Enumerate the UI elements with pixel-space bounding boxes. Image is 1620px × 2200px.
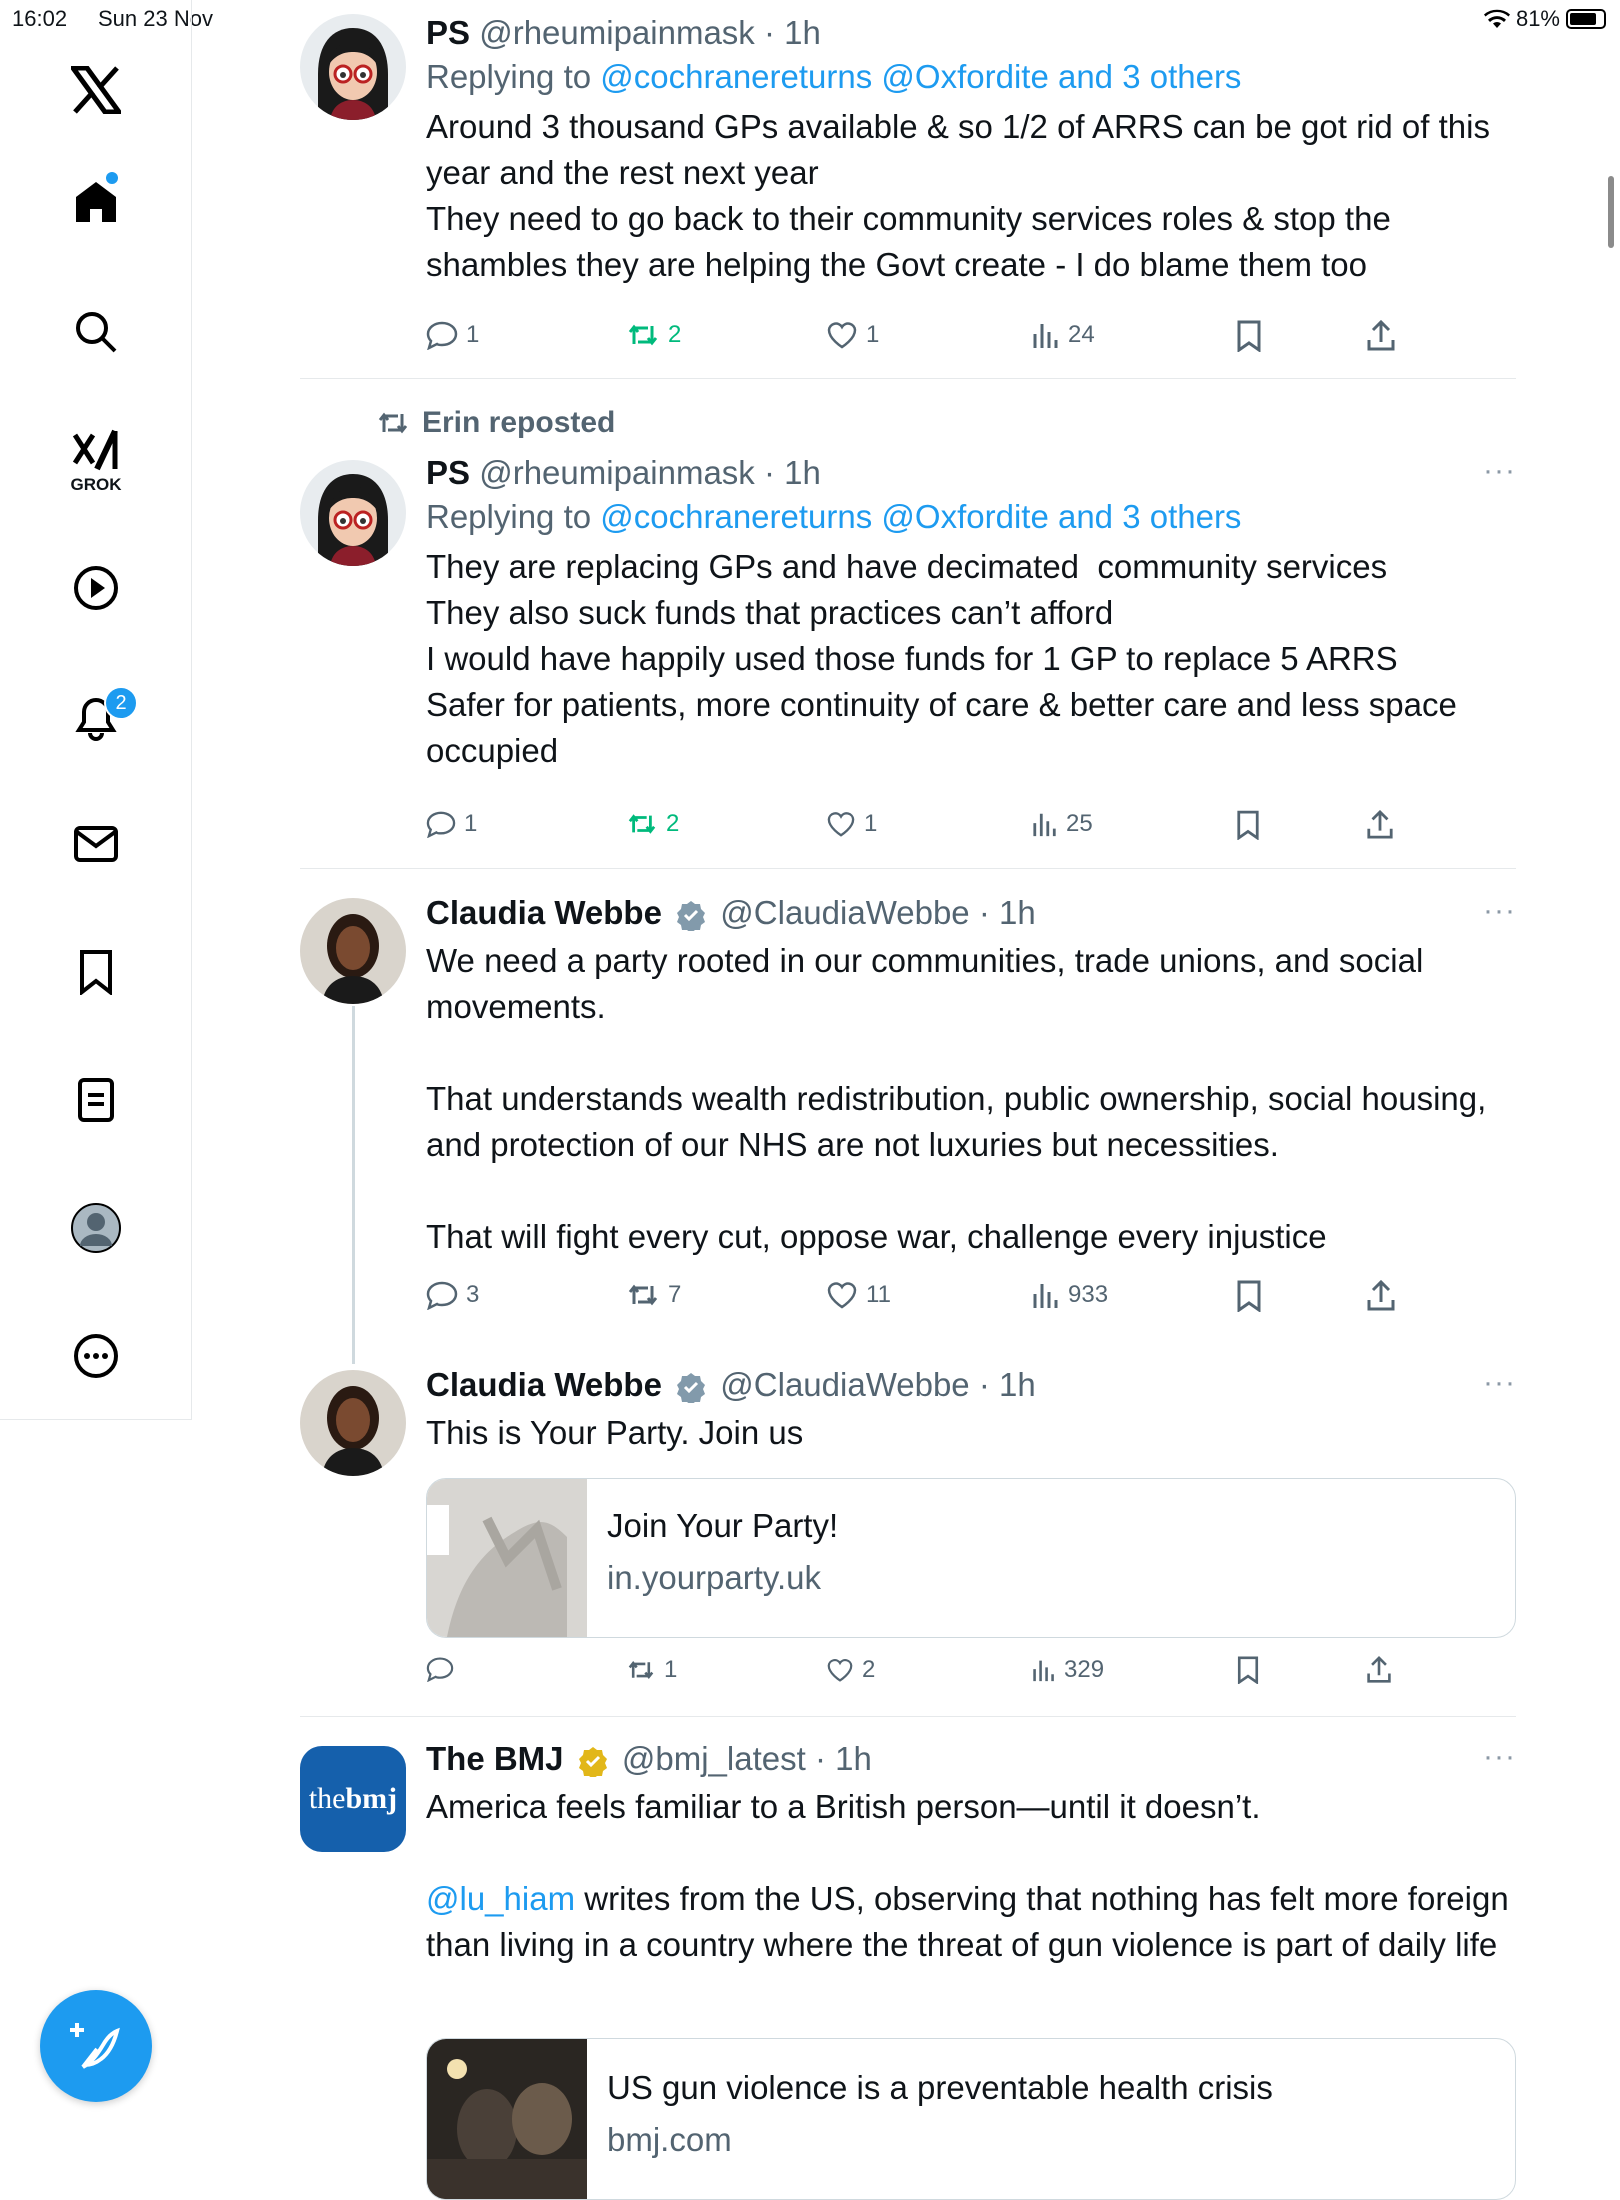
- views-icon: [1032, 1657, 1056, 1683]
- bookmark-icon: [76, 949, 116, 995]
- reply-button[interactable]: [426, 810, 477, 838]
- views-icon: [1032, 1280, 1060, 1310]
- repost-icon: [626, 1280, 660, 1310]
- tweet-header: [426, 1740, 1516, 1778]
- reply-icon: [426, 1656, 454, 1682]
- reply-count: 1: [464, 810, 478, 837]
- tweet-text: We need a party rooted in our communities, trade unions, and social movements. That understands wealth redistribution, public ownership, social housing, and protection of our NHS are not luxuries but necessities. That will fight every cut, oppose war, challenge every injustice: [426, 942, 1487, 1255]
- views-button[interactable]: [1032, 320, 1095, 350]
- views-count: 329: [1064, 1656, 1105, 1683]
- more-options-button[interactable]: ···: [1483, 1366, 1516, 1399]
- repost-button[interactable]: [626, 1280, 681, 1310]
- reply-icon: [426, 810, 456, 838]
- verified-badge-icon: [675, 899, 707, 931]
- bookmark-icon: [1236, 810, 1260, 840]
- tweet-actions: [426, 1280, 1426, 1320]
- reply-button[interactable]: [426, 320, 479, 350]
- share-button[interactable]: [1366, 320, 1396, 352]
- link-card-title: US gun violence is a preventable health crisis: [607, 2069, 1273, 2106]
- home-icon: [73, 179, 119, 225]
- reply-icon: [426, 1280, 458, 1310]
- share-icon: [1366, 1656, 1392, 1684]
- tweet-text: [426, 1784, 1516, 1968]
- heart-icon: [826, 1657, 854, 1683]
- compose-feather-icon: [69, 2019, 123, 2073]
- link-card[interactable]: [426, 2038, 1516, 2200]
- heart-icon: [826, 1280, 858, 1310]
- like-count: 11: [866, 1281, 891, 1308]
- reply-icon: [426, 320, 458, 350]
- notifications-badge: 2: [104, 686, 138, 720]
- tweet-text: They are replacing GPs and have decimated community services They also suck funds that practices can’t afford I would have happily used those funds for 1 GP to replace 5 ARRS Safer for patients, more continuity of care & better care and less space occupied: [426, 548, 1457, 769]
- tweet-header: [426, 894, 1516, 932]
- more-options-button[interactable]: ···: [1483, 894, 1516, 927]
- more-circle-icon: [73, 1333, 119, 1379]
- share-button[interactable]: [1366, 1280, 1396, 1312]
- views-button[interactable]: [1032, 810, 1093, 838]
- repost-icon: [376, 408, 410, 438]
- link-card-domain: in.yourparty.uk: [607, 1559, 821, 1596]
- avatar[interactable]: [300, 1370, 406, 1476]
- avatar[interactable]: [300, 460, 406, 566]
- bmj-logo-avatar[interactable]: [300, 1746, 406, 1852]
- status-date: Sun 23 Nov: [98, 6, 213, 31]
- views-count: 25: [1066, 810, 1093, 837]
- tweet-actions: [426, 810, 1426, 850]
- list-icon: [76, 1077, 116, 1123]
- mention-link[interactable]: @lu_hiam: [426, 1880, 576, 1917]
- link-card-domain: bmj.com: [607, 2121, 732, 2158]
- verified-gold-badge-icon: [577, 1745, 609, 1777]
- tweet-actions: [426, 320, 1426, 360]
- like-count: 1: [864, 810, 878, 837]
- more-options-button[interactable]: ···: [1483, 454, 1516, 487]
- sidebar-nav: [0, 0, 192, 1420]
- repost-count: 2: [668, 321, 682, 348]
- reply-count: 1: [466, 321, 480, 348]
- link-card-title: Join Your Party!: [607, 1507, 839, 1544]
- avatar[interactable]: [300, 898, 406, 1004]
- author-name[interactable]: PS: [426, 454, 471, 491]
- repost-indicator: [376, 406, 615, 440]
- sidebar-item-grok[interactable]: [0, 422, 192, 502]
- views-button[interactable]: [1032, 1656, 1104, 1684]
- views-count: 24: [1068, 321, 1095, 348]
- like-button[interactable]: [826, 810, 877, 838]
- tweet[interactable]: [300, 1740, 1516, 2160]
- link-card-image: [427, 1479, 587, 1637]
- more-options-button[interactable]: ···: [1483, 1740, 1516, 1773]
- repost-icon: [626, 320, 660, 350]
- replying-to: [426, 58, 1516, 96]
- repost-count: 1: [664, 1656, 678, 1683]
- replying-prefix: Replying to: [426, 498, 592, 535]
- grok-icon: [71, 429, 121, 473]
- tweet-time[interactable]: · 1h: [763, 14, 821, 51]
- grok-label: GROK: [70, 475, 122, 494]
- like-count: 2: [862, 1656, 876, 1683]
- bookmark-button[interactable]: [1236, 1280, 1262, 1312]
- author-name[interactable]: Claudia Webbe: [426, 894, 662, 931]
- bmj-logo-text-bmj: bmj: [345, 1782, 398, 1815]
- compose-button[interactable]: [40, 1990, 152, 2102]
- bmj-logo-text-the: the: [308, 1782, 346, 1815]
- play-icon: [73, 565, 119, 611]
- sidebar-item-bookmarks[interactable]: [0, 940, 192, 1004]
- like-count: 1: [866, 321, 880, 348]
- tweet[interactable]: [300, 406, 1516, 866]
- tweet-time[interactable]: · 1h: [978, 894, 1036, 931]
- heart-icon: [826, 810, 856, 838]
- profile-avatar-icon: [70, 1202, 122, 1254]
- author-handle[interactable]: @ClaudiaWebbe: [720, 894, 970, 931]
- like-button[interactable]: [826, 1280, 891, 1310]
- reply-button[interactable]: [426, 1280, 479, 1310]
- views-icon: [1032, 320, 1060, 350]
- like-button[interactable]: [826, 1656, 875, 1684]
- views-count: 933: [1068, 1281, 1109, 1308]
- repost-button[interactable]: [626, 810, 679, 838]
- sidebar-item-search[interactable]: [0, 300, 192, 364]
- tweet-actions: [426, 1656, 1426, 1696]
- replying-to: [426, 498, 1516, 536]
- battery-icon: [1566, 9, 1606, 29]
- sidebar-item-notifications[interactable]: [0, 686, 192, 750]
- repost-label[interactable]: Erin reposted: [422, 406, 616, 439]
- share-button[interactable]: [1366, 1656, 1392, 1684]
- replying-mentions[interactable]: @cochranereturns @Oxfordite and 3 others: [600, 58, 1242, 95]
- bookmark-icon: [1236, 1280, 1262, 1312]
- sidebar-item-profile[interactable]: [0, 1196, 192, 1260]
- verified-badge-icon: [675, 1371, 707, 1403]
- bookmark-icon: [1236, 1656, 1260, 1684]
- sidebar-item-video[interactable]: [0, 556, 192, 620]
- author-name[interactable]: PS: [426, 14, 471, 51]
- share-icon: [1366, 320, 1396, 352]
- tweet-divider: [300, 378, 1516, 379]
- repost-count: 7: [668, 1281, 682, 1308]
- share-icon: [1366, 1280, 1396, 1312]
- sidebar-item-more[interactable]: [0, 1324, 192, 1388]
- scrollbar[interactable]: [1608, 176, 1614, 248]
- tweet[interactable]: [300, 894, 1516, 1334]
- search-icon: [74, 310, 118, 354]
- tweet-text: Around 3 thousand GPs available & so 1/2 of ARRS can be got rid of this year and the rest next year They need to go back to their community services roles & stop the shambles they are helping the Govt create - I do blame them too: [426, 108, 1490, 283]
- home-unread-dot: [106, 172, 118, 184]
- author-handle[interactable]: @ClaudiaWebbe: [720, 1366, 970, 1403]
- views-icon: [1032, 810, 1058, 838]
- avatar[interactable]: [300, 14, 406, 120]
- status-time: 16:02: [12, 6, 68, 31]
- repost-button[interactable]: [626, 320, 681, 350]
- bookmark-button[interactable]: [1236, 320, 1262, 352]
- replying-mentions[interactable]: @cochranereturns @Oxfordite and 3 others: [600, 498, 1242, 535]
- link-card-image: [427, 2039, 587, 2199]
- tweet-divider: [300, 868, 1516, 869]
- tweet-time[interactable]: · 1h: [978, 1366, 1036, 1403]
- repost-count: 2: [666, 810, 680, 837]
- author-handle[interactable]: @rheumipainmask: [479, 454, 755, 491]
- reply-count: 3: [466, 1281, 480, 1308]
- share-button[interactable]: [1366, 810, 1394, 840]
- tweet-header: [426, 14, 1516, 52]
- tweet-text: This is Your Party. Join us: [426, 1414, 804, 1451]
- repost-icon: [626, 810, 658, 838]
- like-button[interactable]: [826, 320, 879, 350]
- tweet-text-line1: America feels familiar to a British person—until it doesn’t.: [426, 1788, 1261, 1825]
- tweet-header: [426, 454, 1516, 492]
- tweet[interactable]: [300, 14, 1516, 374]
- battery-percent: 81%: [1515, 6, 1560, 31]
- link-card[interactable]: [426, 1478, 1516, 1638]
- tweet-header: [426, 1366, 1516, 1404]
- tweet-time[interactable]: · 1h: [763, 454, 821, 491]
- mail-icon: [73, 824, 119, 864]
- tweet-time[interactable]: · 1h: [814, 1740, 872, 1777]
- sidebar-item-lists[interactable]: [0, 1068, 192, 1132]
- repost-icon: [626, 1657, 656, 1683]
- repost-button[interactable]: [626, 1656, 677, 1684]
- bookmark-button[interactable]: [1236, 810, 1260, 840]
- author-name[interactable]: Claudia Webbe: [426, 1366, 662, 1403]
- share-icon: [1366, 810, 1394, 840]
- sidebar-item-messages[interactable]: [0, 812, 192, 876]
- replying-prefix: Replying to: [426, 58, 592, 95]
- tweet[interactable]: [300, 1366, 1516, 1696]
- x-logo-icon[interactable]: [0, 58, 192, 122]
- tweet-divider: [300, 1716, 1516, 1717]
- heart-icon: [826, 320, 858, 350]
- sidebar-item-home[interactable]: [0, 170, 192, 234]
- reply-button[interactable]: [426, 1656, 462, 1682]
- bookmark-icon: [1236, 320, 1262, 352]
- author-name[interactable]: The BMJ: [426, 1740, 564, 1777]
- author-handle[interactable]: @bmj_latest: [621, 1740, 806, 1777]
- bookmark-button[interactable]: [1236, 1656, 1260, 1684]
- views-button[interactable]: [1032, 1280, 1108, 1310]
- author-handle[interactable]: @rheumipainmask: [479, 14, 755, 51]
- tweet-text-rest: writes from the US, observing that nothing has felt more foreign than living in a country where the threat of gun violence is part of daily life: [426, 1880, 1518, 1963]
